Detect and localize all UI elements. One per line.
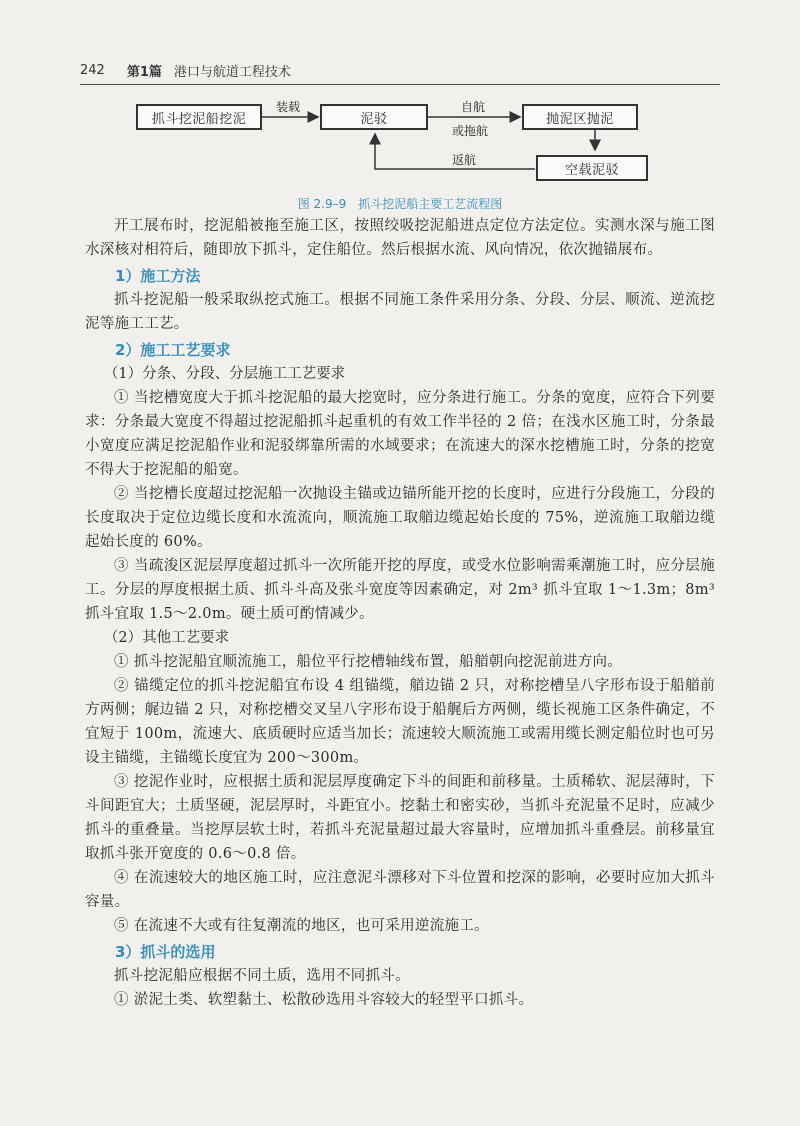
subheading-strip-section-layer: （1）分条、分段、分层施工工艺要求 — [103, 366, 346, 382]
page-number: 242 — [80, 62, 105, 78]
running-header — [80, 58, 720, 82]
paragraph-other-4: ④ 在流速较大的地区施工时，应注意泥斗漂移对下斗位置和挖深的影响，必要时应加大抓斗容量。 — [85, 870, 715, 910]
label-towed: 或拖航 — [452, 124, 489, 138]
node-dump-area: 抛泥区抛泥 — [522, 104, 638, 130]
paragraph-selection: 抓斗挖泥船应根据不同土质，选用不同抓斗。 — [114, 968, 410, 984]
paragraph-item-1: ① 当挖槽宽度大于抓斗挖泥船的最大挖宽时，应分条进行施工。分条的宽度，应符合下列要求：分条最大宽度不得超过挖泥船抓斗起重机的有效工作半径的 2 倍；在浅水区施工时，分条最小宽度应满足挖泥船作业和泥驳绑靠所需的水域要求；在流速大的深水挖槽施工时，分条的挖宽不得大于挖泥船的船宽。 — [85, 390, 715, 478]
node-grab-dredging: 抓斗挖泥船挖泥 — [136, 104, 262, 130]
heading-grab-selection: 3）抓斗的选用 — [115, 943, 216, 961]
paragraph-selection-1: ① 淤泥土类、软塑黏土、松散砂选用斗容较大的轻型平口抓斗。 — [114, 992, 534, 1008]
label-return: 返航 — [452, 153, 477, 167]
label-self-propelled: 自航 — [461, 100, 486, 114]
heading-requirements: 2）施工工艺要求 — [115, 341, 231, 359]
node-empty-barge: 空载泥驳 — [536, 155, 648, 181]
paragraph-item-3: ③ 当疏浚区泥层厚度超过抓斗一次所能开挖的厚度，或受水位影响需乘潮施工时，应分层施工。分层的厚度根据土质、抓斗斗高及张斗宽度等因素确定，对 2m³ 抓斗宜取 1～1.3m；8m³ 抓斗宜取 1.5～2.0m。硬土质可酌情减少。 — [85, 558, 715, 622]
paragraph-method: 抓斗挖泥船一般采取纵挖式施工。根据不同施工条件采用分条、分段、分层、顺流、逆流挖泥等施工工艺。 — [85, 292, 715, 332]
paragraph-item-2: ② 当挖槽长度超过挖泥船一次抛设主锚或边锚所能开挖的长度时，应进行分段施工，分段的长度取决于定位边缆长度和水流流向，顺流施工取艏边缆起始长度的 75%，逆流施工取艏边缆起始长度的 60%。 — [85, 486, 715, 550]
paragraph-other-3: ③ 挖泥作业时，应根据土质和泥层厚度确定下斗的间距和前移量。土质稀软、泥层薄时，下斗间距宜大；土质坚硬，泥层厚时，斗距宜小。挖黏土和密实砂，当抓斗充泥量不足时，应减少抓斗的重叠量。当挖厚层软土时，若抓斗充泥量超过最大容量时，应增加抓斗重叠层。前移量宜取抓斗张开宽度的 0.6～0.8 倍。 — [85, 774, 715, 862]
body-text — [85, 214, 715, 1012]
paragraph-other-5: ⑤ 在流速不大或有往复潮流的地区，也可采用逆流施工。 — [114, 918, 489, 934]
label-load: 装载 — [276, 100, 301, 114]
paragraph-other-2: ② 锚缆定位的抓斗挖泥船宜布设 4 组锚缆，艏边锚 2 只，对称挖槽呈八字形布设于船艏前方两侧；艉边锚 2 只，对称挖槽交叉呈八字形布设于船艉后方两侧，缆长视施工区条件确定，不宜短于 100m，流速大、底质硬时应适当加长；流速较大顺流施工或需用缆长测定船位时也可另设主锚缆，主锚缆长度宜为 200～300m。 — [85, 678, 715, 766]
node-barge: 泥驳 — [320, 104, 428, 130]
figure-caption: 图 2.9–9 抓斗挖泥船主要工艺流程图 — [297, 197, 503, 211]
paragraph-intro: 开工展布时，挖泥船被拖至施工区，按照绞吸挖泥船进点定位方法定位。实测水深与施工图水深核对相符后，随即放下抓斗，定住船位。然后根据水流、风向情况，依次抛锚展布。 — [85, 218, 715, 258]
part-title: 港口与航道工程技术 — [173, 64, 291, 80]
subheading-other: （2）其他工艺要求 — [103, 630, 230, 646]
part-label: 第1篇 — [126, 64, 162, 80]
process-flowchart — [130, 92, 650, 192]
heading-method: 1）施工方法 — [115, 267, 201, 285]
paragraph-other-1: ① 抓斗挖泥船宜顺流施工，船位平行挖槽轴线布置，船艏朝向挖泥前进方向。 — [114, 654, 623, 670]
header-rule — [80, 84, 720, 85]
